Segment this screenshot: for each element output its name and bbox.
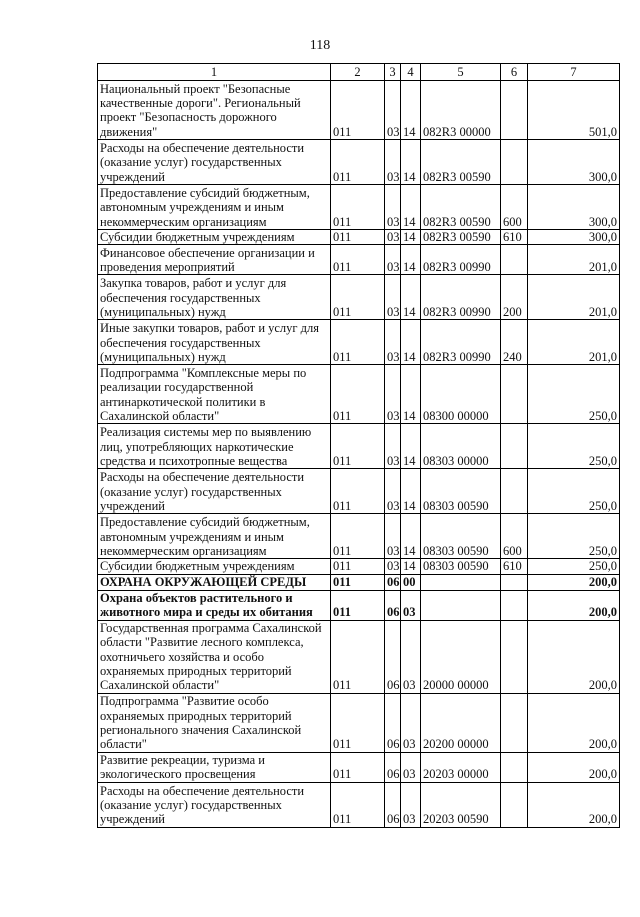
table-row bbox=[98, 590, 620, 620]
row-section-cell: 03 bbox=[385, 559, 401, 574]
row-expense-type-cell bbox=[501, 469, 528, 514]
col-header-7: 7 bbox=[528, 64, 620, 81]
row-expense-type-cell: 610 bbox=[501, 559, 528, 574]
row-target-article-cell: 20203 00590 bbox=[421, 782, 501, 827]
table-row bbox=[98, 469, 620, 514]
row-admin-code-cell: 011 bbox=[331, 782, 385, 827]
row-expense-type-cell bbox=[501, 590, 528, 620]
row-expense-type-cell bbox=[501, 140, 528, 185]
row-amount-cell: 200,0 bbox=[528, 574, 620, 590]
budget-table bbox=[97, 63, 620, 828]
row-subsection-cell: 14 bbox=[401, 320, 421, 365]
row-section-cell: 06 bbox=[385, 693, 401, 752]
row-admin-code-cell: 011 bbox=[331, 514, 385, 559]
row-admin-code-cell: 011 bbox=[331, 320, 385, 365]
row-subsection-cell: 14 bbox=[401, 559, 421, 574]
row-target-article-cell: 082R3 00590 bbox=[421, 140, 501, 185]
table-row bbox=[98, 140, 620, 185]
row-expense-type-cell: 200 bbox=[501, 275, 528, 320]
row-target-article-cell: 20203 00000 bbox=[421, 752, 501, 782]
row-target-article-cell: 082R3 00000 bbox=[421, 81, 501, 140]
table-row bbox=[98, 693, 620, 752]
row-admin-code-cell: 011 bbox=[331, 590, 385, 620]
row-amount-cell: 200,0 bbox=[528, 590, 620, 620]
table-row bbox=[98, 185, 620, 230]
row-amount-cell: 501,0 bbox=[528, 81, 620, 140]
row-amount-cell: 250,0 bbox=[528, 365, 620, 424]
row-section-cell: 06 bbox=[385, 590, 401, 620]
row-section-cell: 03 bbox=[385, 469, 401, 514]
table-row bbox=[98, 275, 620, 320]
row-subsection-cell: 03 bbox=[401, 752, 421, 782]
row-name-cell: Расходы на обеспечение деятельности (оказание услуг) государственных учреждений bbox=[98, 469, 331, 514]
row-name-cell: Подпрограмма "Комплексные меры по реализации государственной антинаркотической политики в Сахалинской области" bbox=[98, 365, 331, 424]
row-admin-code-cell: 011 bbox=[331, 574, 385, 590]
row-expense-type-cell bbox=[501, 620, 528, 693]
row-name-cell: Подпрограмма "Развитие особо охраняемых природных территорий регионального значения Сахалинской области" bbox=[98, 693, 331, 752]
row-target-article-cell bbox=[421, 574, 501, 590]
row-target-article-cell: 08303 00590 bbox=[421, 469, 501, 514]
table-row bbox=[98, 782, 620, 827]
table-row bbox=[98, 424, 620, 469]
row-name-cell: Финансовое обеспечение организации и проведения мероприятий bbox=[98, 245, 331, 275]
row-target-article-cell: 20200 00000 bbox=[421, 693, 501, 752]
row-subsection-cell: 14 bbox=[401, 230, 421, 245]
table-row bbox=[98, 320, 620, 365]
table-row bbox=[98, 81, 620, 140]
row-section-cell: 06 bbox=[385, 782, 401, 827]
row-subsection-cell: 14 bbox=[401, 514, 421, 559]
table-row bbox=[98, 752, 620, 782]
row-subsection-cell: 14 bbox=[401, 140, 421, 185]
table-row bbox=[98, 574, 620, 590]
row-amount-cell: 300,0 bbox=[528, 185, 620, 230]
row-amount-cell: 201,0 bbox=[528, 275, 620, 320]
row-subsection-cell: 03 bbox=[401, 782, 421, 827]
row-expense-type-cell bbox=[501, 81, 528, 140]
page-number: 118 bbox=[309, 38, 331, 53]
row-name-cell: Расходы на обеспечение деятельности (оказание услуг) государственных учреждений bbox=[98, 140, 331, 185]
row-admin-code-cell: 011 bbox=[331, 752, 385, 782]
row-amount-cell: 250,0 bbox=[528, 469, 620, 514]
row-expense-type-cell: 600 bbox=[501, 185, 528, 230]
row-expense-type-cell: 600 bbox=[501, 514, 528, 559]
row-section-cell: 06 bbox=[385, 620, 401, 693]
table-row bbox=[98, 365, 620, 424]
row-subsection-cell: 14 bbox=[401, 365, 421, 424]
row-amount-cell: 201,0 bbox=[528, 245, 620, 275]
row-admin-code-cell: 011 bbox=[331, 185, 385, 230]
row-subsection-cell: 14 bbox=[401, 81, 421, 140]
row-target-article-cell: 08300 00000 bbox=[421, 365, 501, 424]
row-admin-code-cell: 011 bbox=[331, 559, 385, 574]
row-subsection-cell: 14 bbox=[401, 185, 421, 230]
row-admin-code-cell: 011 bbox=[331, 81, 385, 140]
row-admin-code-cell: 011 bbox=[331, 469, 385, 514]
row-name-cell: Охрана объектов растительного и животного мира и среды их обитания bbox=[98, 590, 331, 620]
row-name-cell: Предоставление субсидий бюджетным, автономным учреждениям и иным некоммерческим организациям bbox=[98, 185, 331, 230]
row-section-cell: 03 bbox=[385, 230, 401, 245]
row-subsection-cell: 03 bbox=[401, 590, 421, 620]
table-row bbox=[98, 245, 620, 275]
table-row bbox=[98, 620, 620, 693]
col-header-2: 2 bbox=[331, 64, 385, 81]
header-row bbox=[98, 64, 620, 81]
col-header-5: 5 bbox=[421, 64, 501, 81]
col-header-6: 6 bbox=[501, 64, 528, 81]
row-amount-cell: 200,0 bbox=[528, 752, 620, 782]
row-admin-code-cell: 011 bbox=[331, 365, 385, 424]
row-section-cell: 03 bbox=[385, 81, 401, 140]
row-amount-cell: 200,0 bbox=[528, 620, 620, 693]
col-header-4: 4 bbox=[401, 64, 421, 81]
row-admin-code-cell: 011 bbox=[331, 140, 385, 185]
row-target-article-cell: 08303 00000 bbox=[421, 424, 501, 469]
row-subsection-cell: 03 bbox=[401, 620, 421, 693]
table-row bbox=[98, 559, 620, 574]
row-target-article-cell: 20000 00000 bbox=[421, 620, 501, 693]
row-section-cell: 03 bbox=[385, 140, 401, 185]
row-expense-type-cell bbox=[501, 365, 528, 424]
row-admin-code-cell: 011 bbox=[331, 620, 385, 693]
row-section-cell: 03 bbox=[385, 185, 401, 230]
row-target-article-cell: 082R3 00590 bbox=[421, 230, 501, 245]
row-target-article-cell: 08303 00590 bbox=[421, 559, 501, 574]
row-expense-type-cell bbox=[501, 782, 528, 827]
row-name-cell: ОХРАНА ОКРУЖАЮЩЕЙ СРЕДЫ bbox=[98, 574, 331, 590]
row-section-cell: 06 bbox=[385, 574, 401, 590]
row-subsection-cell: 14 bbox=[401, 469, 421, 514]
row-expense-type-cell bbox=[501, 752, 528, 782]
row-amount-cell: 200,0 bbox=[528, 782, 620, 827]
row-name-cell: Закупка товаров, работ и услуг для обеспечения государственных (муниципальных) нужд bbox=[98, 275, 331, 320]
row-expense-type-cell bbox=[501, 245, 528, 275]
row-target-article-cell: 08303 00590 bbox=[421, 514, 501, 559]
row-amount-cell: 250,0 bbox=[528, 514, 620, 559]
row-name-cell: Развитие рекреации, туризма и экологического просвещения bbox=[98, 752, 331, 782]
row-amount-cell: 250,0 bbox=[528, 424, 620, 469]
row-amount-cell: 300,0 bbox=[528, 230, 620, 245]
row-amount-cell: 250,0 bbox=[528, 559, 620, 574]
row-section-cell: 03 bbox=[385, 365, 401, 424]
row-name-cell: Национальный проект "Безопасные качественные дороги". Региональный проект "Безопасность дорожного движения" bbox=[98, 81, 331, 140]
row-section-cell: 03 bbox=[385, 514, 401, 559]
row-section-cell: 03 bbox=[385, 320, 401, 365]
row-target-article-cell: 082R3 00990 bbox=[421, 275, 501, 320]
row-admin-code-cell: 011 bbox=[331, 245, 385, 275]
row-section-cell: 03 bbox=[385, 245, 401, 275]
row-subsection-cell: 14 bbox=[401, 245, 421, 275]
row-name-cell: Субсидии бюджетным учреждениям bbox=[98, 230, 331, 245]
row-expense-type-cell bbox=[501, 693, 528, 752]
row-admin-code-cell: 011 bbox=[331, 275, 385, 320]
col-header-1: 1 bbox=[98, 64, 331, 81]
row-expense-type-cell bbox=[501, 424, 528, 469]
col-header-3: 3 bbox=[385, 64, 401, 81]
row-target-article-cell: 082R3 00990 bbox=[421, 320, 501, 365]
row-admin-code-cell: 011 bbox=[331, 424, 385, 469]
row-section-cell: 03 bbox=[385, 424, 401, 469]
row-admin-code-cell: 011 bbox=[331, 693, 385, 752]
row-section-cell: 03 bbox=[385, 275, 401, 320]
row-expense-type-cell: 240 bbox=[501, 320, 528, 365]
row-subsection-cell: 14 bbox=[401, 275, 421, 320]
row-name-cell: Реализация системы мер по выявлению лиц, употребляющих наркотические средства и психотропные вещества bbox=[98, 424, 331, 469]
row-expense-type-cell: 610 bbox=[501, 230, 528, 245]
table-row bbox=[98, 230, 620, 245]
row-section-cell: 06 bbox=[385, 752, 401, 782]
row-name-cell: Субсидии бюджетным учреждениям bbox=[98, 559, 331, 574]
row-subsection-cell: 03 bbox=[401, 693, 421, 752]
row-amount-cell: 200,0 bbox=[528, 693, 620, 752]
row-name-cell: Расходы на обеспечение деятельности (оказание услуг) государственных учреждений bbox=[98, 782, 331, 827]
row-name-cell: Предоставление субсидий бюджетным, автономным учреждениям и иным некоммерческим организациям bbox=[98, 514, 331, 559]
table-row bbox=[98, 514, 620, 559]
row-admin-code-cell: 011 bbox=[331, 230, 385, 245]
row-subsection-cell: 00 bbox=[401, 574, 421, 590]
row-expense-type-cell bbox=[501, 574, 528, 590]
row-target-article-cell: 082R3 00990 bbox=[421, 245, 501, 275]
row-amount-cell: 300,0 bbox=[528, 140, 620, 185]
row-name-cell: Государственная программа Сахалинской области "Развитие лесного комплекса, охотничьего хозяйства и особо охраняемых природных территорий Сахалинской области" bbox=[98, 620, 331, 693]
row-name-cell: Иные закупки товаров, работ и услуг для обеспечения государственных (муниципальных) нужд bbox=[98, 320, 331, 365]
row-subsection-cell: 14 bbox=[401, 424, 421, 469]
row-target-article-cell bbox=[421, 590, 501, 620]
row-amount-cell: 201,0 bbox=[528, 320, 620, 365]
row-target-article-cell: 082R3 00590 bbox=[421, 185, 501, 230]
